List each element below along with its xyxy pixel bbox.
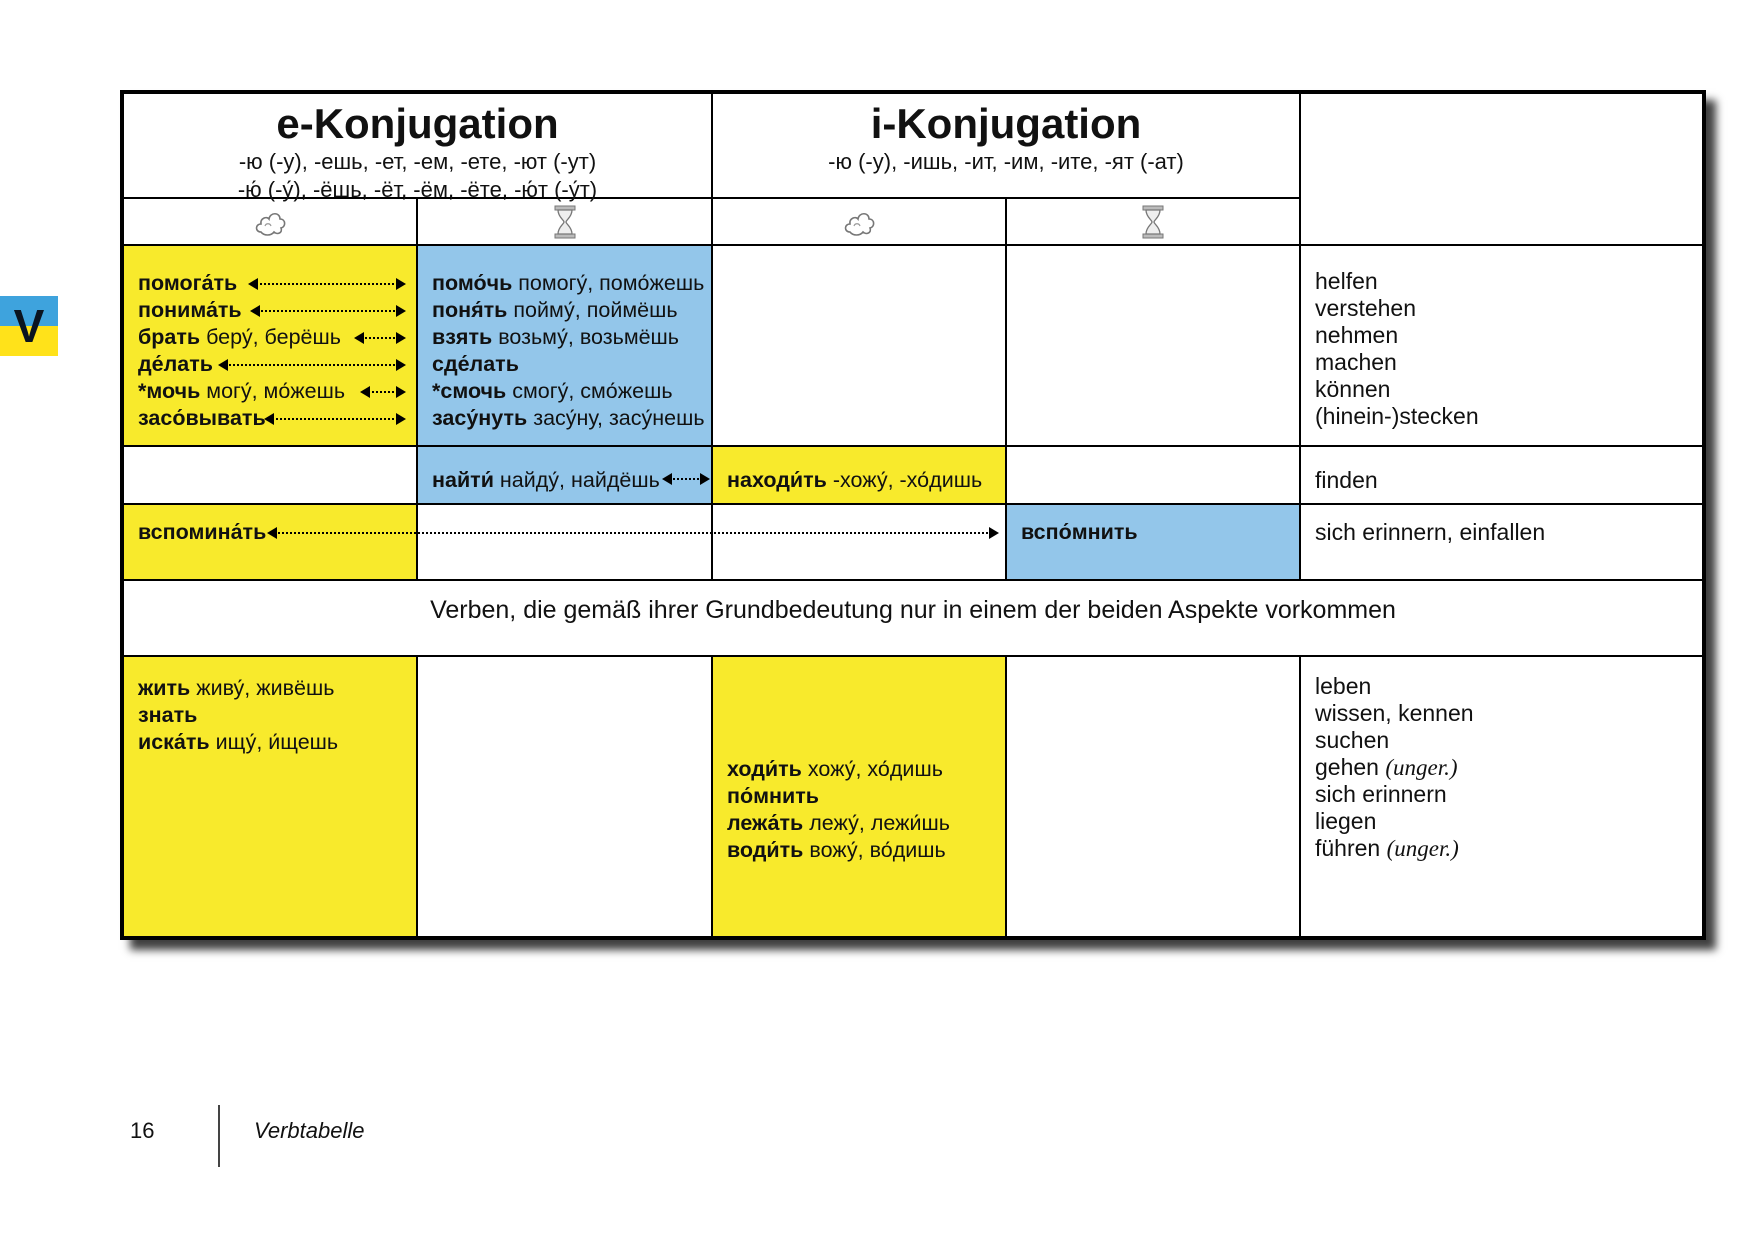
verb-entry bbox=[727, 467, 1005, 494]
verb-infinitive: води́ть bbox=[727, 838, 804, 862]
aspect-pair-arrow bbox=[222, 364, 402, 368]
block4-german bbox=[1301, 657, 1702, 936]
verb-entry bbox=[727, 756, 1005, 783]
german-text: gehen bbox=[1315, 754, 1386, 780]
german-text: führen bbox=[1315, 835, 1387, 861]
aspect-pair-arrow-long bbox=[271, 532, 995, 536]
german-text: suchen bbox=[1315, 727, 1390, 753]
verb-infinitive: по́мнить bbox=[727, 784, 819, 808]
verb-entry bbox=[432, 324, 711, 351]
block2-e-imperfective bbox=[124, 447, 418, 505]
german-meaning bbox=[1315, 835, 1702, 862]
verb-infinitive: засу́нуть bbox=[432, 406, 528, 430]
verb-forms: хожу́, хо́дишь bbox=[807, 757, 943, 781]
section-tab bbox=[0, 296, 58, 356]
hourglass-icon bbox=[553, 204, 577, 240]
block1-i-imperfective bbox=[713, 246, 1007, 447]
aspect-pair-arrow bbox=[254, 310, 402, 314]
verb-infinitive: *смочь bbox=[432, 379, 507, 403]
verb-infinitive: вспо́мнить bbox=[1021, 520, 1138, 544]
e-endings-unstressed: -ю (-у), -ешь, -ет, -ем, -ете, -ют (-ут) bbox=[238, 149, 597, 174]
verb-infinitive: де́лать bbox=[138, 352, 213, 376]
e-konjugation-header bbox=[124, 94, 713, 202]
verb-entry bbox=[138, 729, 416, 756]
german-meaning bbox=[1315, 808, 1702, 835]
verb-table bbox=[120, 90, 1706, 940]
verb-forms: пойму́, поймёшь bbox=[513, 298, 678, 322]
german-meaning: sich erinnern, einfallen bbox=[1315, 519, 1546, 545]
verb-infinitive: найти́ bbox=[432, 468, 494, 492]
i-endings: -ю (-у), -ишь, -ит, -им, -ите, -ят (-ат) bbox=[828, 149, 1184, 174]
verb-infinitive: помо́чь bbox=[432, 271, 513, 295]
german-text: sich erinnern bbox=[1315, 781, 1447, 807]
hourglass-icon bbox=[1141, 204, 1165, 240]
verb-entry bbox=[138, 702, 416, 729]
verb-entry bbox=[432, 270, 711, 297]
usage-note: (unger.) bbox=[1386, 836, 1459, 861]
verb-infinitive: помога́ть bbox=[138, 271, 238, 295]
verb-infinitive: жить bbox=[138, 676, 191, 700]
verb-entry bbox=[727, 837, 1005, 864]
german-meaning bbox=[1315, 673, 1702, 700]
cloud-icon bbox=[842, 206, 876, 238]
verb-infinitive: вспомина́ть bbox=[138, 520, 267, 544]
verb-forms: живу́, живёшь bbox=[196, 676, 335, 700]
verb-infinitive: иска́ть bbox=[138, 730, 210, 754]
block1-german bbox=[1301, 246, 1702, 447]
verb-forms: вожу́, во́дишь bbox=[809, 838, 946, 862]
block4-e-perfective bbox=[418, 657, 713, 936]
aspect-pair-arrow bbox=[364, 391, 402, 395]
german-meaning: können bbox=[1315, 376, 1391, 402]
german-meaning bbox=[1315, 781, 1702, 808]
verb-forms: беру́, берёшь bbox=[206, 325, 341, 349]
aspect-cell-e-pf bbox=[418, 199, 713, 246]
block3-german bbox=[1301, 505, 1702, 581]
german-text: leben bbox=[1315, 673, 1372, 699]
verb-forms: могу́, мо́жешь bbox=[206, 379, 346, 403]
block3-i-perfective bbox=[1007, 505, 1301, 581]
aspect-pair-arrow bbox=[252, 283, 402, 287]
german-meaning: machen bbox=[1315, 349, 1397, 375]
german-meaning bbox=[1315, 700, 1702, 727]
block3-e-perfective bbox=[418, 505, 713, 581]
block1-e-perfective bbox=[418, 246, 713, 447]
verb-forms: лежу́, лежи́шь bbox=[809, 811, 950, 835]
verb-infinitive: понима́ть bbox=[138, 298, 242, 322]
block2-i-imperfective bbox=[713, 447, 1007, 505]
i-konjugation-header bbox=[713, 94, 1301, 199]
aspect-pair-arrow bbox=[268, 418, 402, 422]
verb-infinitive: брать bbox=[138, 325, 201, 349]
banner-text: Verben, die gemäß ihrer Grundbedeutung nur in einem der beiden Aspekte vorkommen bbox=[430, 596, 1396, 624]
verb-infinitive: ходи́ть bbox=[727, 757, 802, 781]
verb-entry bbox=[727, 783, 1005, 810]
german-meaning: (hinein-)stecken bbox=[1315, 403, 1479, 429]
aspect-pair-arrow bbox=[358, 337, 402, 341]
block4-i-imperfective bbox=[713, 657, 1007, 936]
block1-e-imperfective bbox=[124, 246, 418, 447]
verb-infinitive: засо́вывать bbox=[138, 406, 266, 430]
verb-entry bbox=[727, 810, 1005, 837]
section-letter: V bbox=[13, 300, 45, 352]
e-konjugation-title: e-Konjugation bbox=[276, 100, 559, 147]
verb-entry bbox=[138, 675, 416, 702]
verb-forms: помогу́, помо́жешь bbox=[518, 271, 705, 295]
verb-forms: найду́, найдёшь bbox=[499, 468, 660, 492]
block2-e-perfective bbox=[418, 447, 713, 505]
i-konjugation-title: i-Konjugation bbox=[870, 100, 1142, 147]
verb-entry bbox=[432, 378, 711, 405]
aspect-cell-e-ipf bbox=[124, 199, 418, 246]
german-meaning: verstehen bbox=[1315, 295, 1417, 321]
aspect-cell-i-pf bbox=[1007, 199, 1301, 246]
verb-infinitive: поня́ть bbox=[432, 298, 508, 322]
verb-infinitive: находи́ть bbox=[727, 468, 827, 492]
verb-entry bbox=[432, 297, 711, 324]
cloud-icon bbox=[253, 206, 287, 238]
verb-forms: засу́ну, засу́нешь bbox=[533, 406, 705, 430]
header-german-blank bbox=[1301, 94, 1702, 246]
e-endings-stressed: -ю́ (-у́), -ёшь, -ёт, -ём, -ёте, -ю́т (-у́т) bbox=[237, 177, 598, 202]
german-meaning: helfen bbox=[1315, 268, 1378, 294]
aspect-cell-i-ipf bbox=[713, 199, 1007, 246]
german-text: wissen, kennen bbox=[1315, 700, 1474, 726]
page-number: 16 bbox=[130, 1118, 155, 1143]
verb-infinitive: *мочь bbox=[138, 379, 201, 403]
section-banner bbox=[124, 581, 1702, 657]
block1-i-perfective bbox=[1007, 246, 1301, 447]
verb-infinitive: сде́лать bbox=[432, 352, 519, 376]
section-title: Verbtabelle bbox=[254, 1118, 365, 1143]
verb-infinitive: лежа́ть bbox=[727, 811, 804, 835]
verb-entry bbox=[432, 405, 711, 432]
footer-divider bbox=[218, 1105, 220, 1167]
aspect-pair-arrow bbox=[666, 478, 706, 482]
block2-i-perfective bbox=[1007, 447, 1301, 505]
verb-forms: -хожу́, -хо́дишь bbox=[832, 468, 983, 492]
german-meaning: nehmen bbox=[1315, 322, 1399, 348]
block3-e-imperfective bbox=[124, 505, 418, 581]
block4-i-perfective bbox=[1007, 657, 1301, 936]
usage-note: (unger.) bbox=[1385, 755, 1458, 780]
german-meaning: finden bbox=[1315, 467, 1378, 493]
verb-forms: ищу́, и́щешь bbox=[215, 730, 339, 754]
verb-entry bbox=[432, 351, 711, 378]
block4-e-imperfective bbox=[124, 657, 418, 936]
german-text: liegen bbox=[1315, 808, 1377, 834]
verb-infinitive: знать bbox=[138, 703, 198, 727]
block3-i-imperfective bbox=[713, 505, 1007, 581]
verb-forms: возьму́, возьмёшь bbox=[498, 325, 680, 349]
verb-forms: смогу́, смо́жешь bbox=[512, 379, 673, 403]
verb-infinitive: взять bbox=[432, 325, 493, 349]
german-meaning bbox=[1315, 727, 1702, 754]
block2-german bbox=[1301, 447, 1702, 505]
verb-entry bbox=[1021, 519, 1299, 546]
german-meaning bbox=[1315, 754, 1702, 781]
